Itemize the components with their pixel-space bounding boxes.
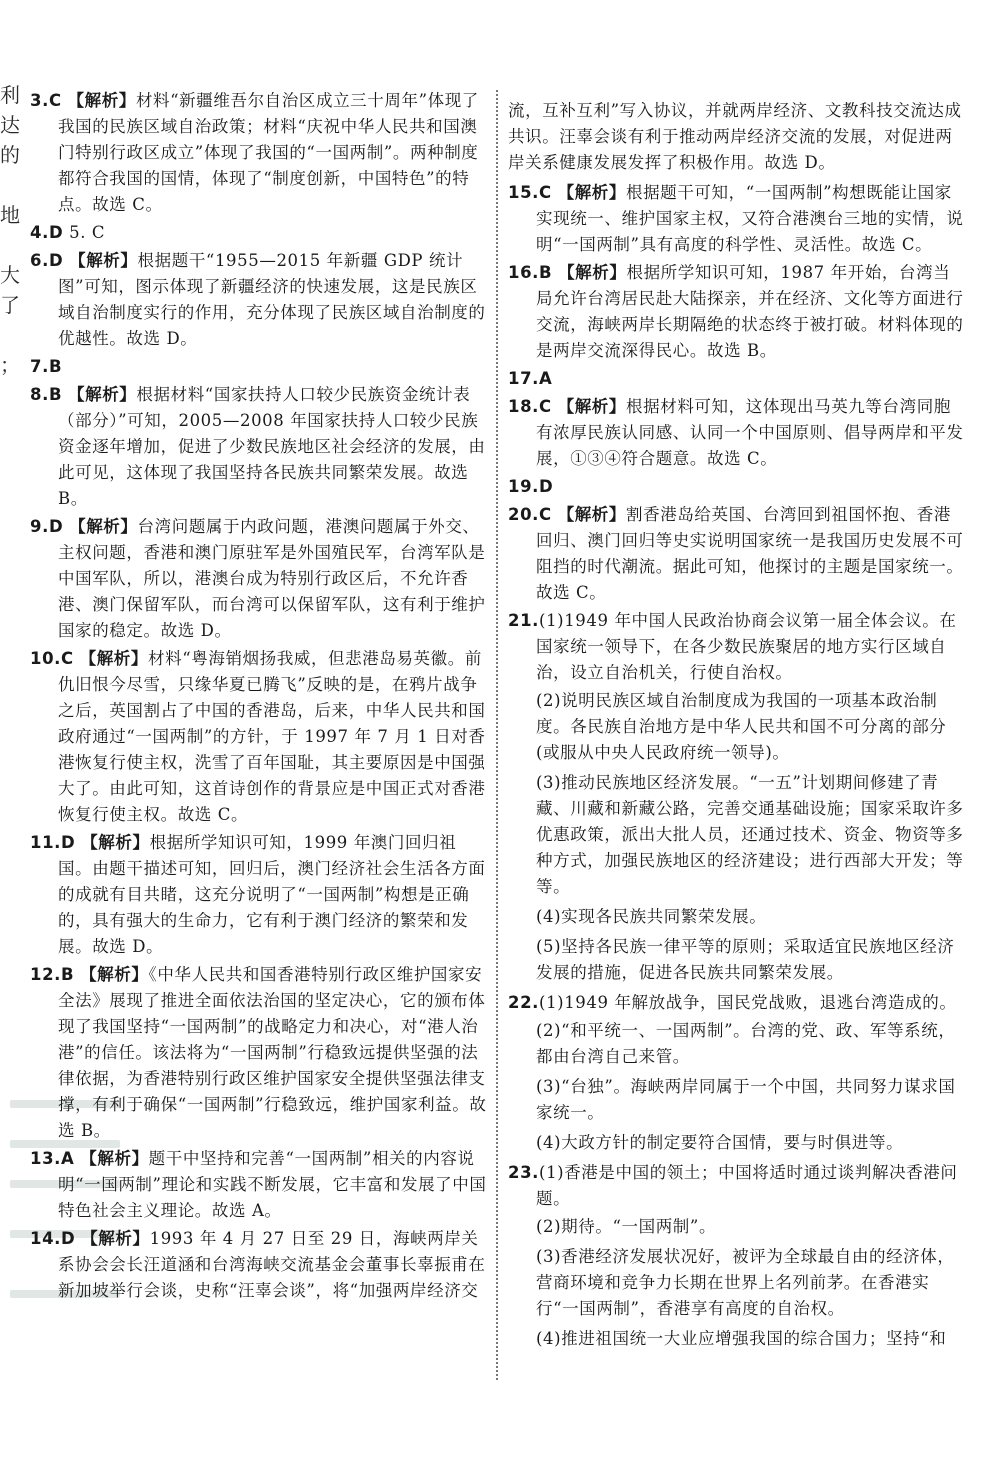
answer-letter: D (539, 477, 554, 496)
question-21 (508, 608, 966, 986)
sub-answer-text: (2)期待。“一国两制”。 (536, 1217, 717, 1236)
analysis-tag: 【解析】 (81, 1229, 150, 1248)
answer-item (30, 88, 488, 218)
question-number: 14. (30, 1229, 62, 1248)
answer-letter: C (539, 505, 552, 524)
q14-continuation: 流，互补互利”写入协议，并就两岸经济、文教科技交流达成共识。汪辜会谈有利于推动两岸经济交流的发展，对促进两岸关系健康发展发挥了积极作用。故选 D。 (508, 101, 962, 172)
answer-letter: B (48, 385, 63, 404)
question-22 (508, 990, 966, 1156)
sub-answer (508, 1244, 966, 1322)
analysis-tag: 【解析】 (557, 505, 627, 524)
answer-letter: B (61, 965, 75, 984)
analysis-tag: 【解析】 (68, 385, 137, 404)
answer-item (508, 394, 966, 472)
answer-letter: C (48, 91, 62, 110)
analysis-tag: 【解析】 (80, 965, 149, 984)
sub-answer (508, 1160, 966, 1212)
answer-letter: A (61, 1149, 75, 1168)
answer-item (30, 248, 488, 352)
sub-answer-text: (4)推进祖国统一大业应增强我国的综合国力；坚持“和 (536, 1329, 947, 1348)
analysis-text: 材料“新疆维吾尔自治区成立三十周年”体现了我国的民族区域自治政策；材料“庆祝中华人民共和国澳门特别行政区成立”体现了我国的“一国两制”。两种制度都符合我国的国情，体现了“制度创新，中国特色”的特点。故选 C。 (58, 91, 479, 214)
analysis-tag: 【解析】 (81, 833, 150, 852)
column-divider (496, 90, 498, 1380)
answer-item (508, 502, 966, 606)
analysis-tag: 【解析】 (69, 251, 138, 270)
analysis-tag: 【解析】 (79, 649, 149, 668)
sub-answer (508, 770, 966, 900)
question-number: 9. (30, 517, 49, 536)
answer-letter: C (539, 397, 552, 416)
analysis-tag: 【解析】 (558, 263, 627, 282)
question-number: 3. (30, 91, 49, 110)
question-number: 17. (508, 369, 540, 388)
answer-item (508, 180, 966, 258)
question-number: 11. (30, 833, 62, 852)
sub-answer-text: (2)说明民族区域自治制度成为我国的一项基本政治制度。各民族自治地方是中华人民共和国不可分离的部分(或服从中央人民政府统一领导)。 (536, 691, 947, 762)
answer-letter: D (61, 1229, 76, 1248)
sub-answer (508, 990, 966, 1016)
answer-letter: D (61, 833, 76, 852)
edge-char: 达 (0, 113, 20, 137)
answer-item (30, 962, 488, 1144)
question-number: 12. (30, 965, 62, 984)
analysis-text: 割香港岛给英国、台湾回到祖国怀抱、香港回归、澳门回归等史实说明国家统一是我国历史发展不可阻挡的时代潮流。据此可知，他探讨的主题是国家统一。故选 C。 (536, 505, 964, 602)
sub-answer (508, 608, 966, 686)
question-number: 19. (508, 477, 540, 496)
sub-answer-text: (5)坚持各民族一律平等的原则；采取适宜民族地区经济发展的措施，促进各民族共同繁荣发展。 (536, 937, 955, 982)
sub-answer-text: (2)“和平统一、一国两制”。台湾的党、政、军等系统，都由台湾自己来管。 (536, 1021, 956, 1066)
answer-letter: D (48, 517, 64, 536)
question-number: 7. (30, 357, 49, 376)
edge-char: ； (0, 353, 20, 377)
answer-item (30, 830, 488, 960)
analysis-text: 根据题干“1955—2015 年新疆 GDP 统计图”可知，图示体现了新疆经济的快速发展，这是民族区域自治制度实行的作用，充分体现了民族区域自治制度的优越性。故选 D。 (58, 251, 486, 348)
sub-answer (508, 904, 966, 930)
analysis-text: 台湾问题属于内政问题，港澳问题属于外交、主权问题，香港和澳门原驻军是外国殖民军，台湾军队是中国军队，所以，港澳台成为特别行政区后，不允许香港、澳门保留军队，而台湾可以保留军队，这有利于维护国家的稳定。故选 D。 (58, 517, 486, 640)
answer-letter: B (539, 263, 553, 282)
analysis-tag: 【解析】 (80, 1149, 149, 1168)
right-column (508, 98, 966, 1356)
sub-answer-text: (3)推动民族地区经济发展。“一五”计划期间修建了青藏、川藏和新藏公路，完善交通基础设施；国家采取许多优惠政策，派出大批人员，还通过技术、资金、物资等多种方式，加强民族地区的经济建设；进行西部大开发；等等。 (536, 773, 964, 896)
answer-item (508, 260, 966, 364)
sub-answer (508, 688, 966, 766)
sub-answer-text: (1)香港是中国的领土；中国将适时通过谈判解决香港问题。 (536, 1163, 958, 1208)
analysis-tag: 【解析】 (557, 397, 627, 416)
answer-item (508, 366, 966, 392)
answer-item (30, 1226, 488, 1304)
sub-answer-text: (3)香港经济发展状况好，被评为全球最自由的经济体，营商环境和竞争力长期在世界上名列前茅。在香港实行“一国两制”，香港享有高度的自治权。 (536, 1247, 955, 1318)
sub-answer-text: (3)“台独”。海峡两岸同属于一个中国，共同努力谋求国家统一。 (536, 1077, 956, 1122)
edge-char: 地 (0, 203, 20, 227)
answer-item (30, 220, 488, 246)
analysis-text: 根据所学知识可知，1987 年开始，台湾当局允许台湾居民赴大陆探亲，并在经济、文化等方面进行交流，海峡两岸长期隔绝的状态终于被打破。材料体现的是两岸交流深得民心。故选 B。 (536, 263, 964, 360)
answer-letter: D (48, 223, 64, 242)
edge-char (0, 230, 14, 260)
sub-answer (508, 1214, 966, 1240)
question-23 (508, 1160, 966, 1352)
edge-char: 大 (0, 263, 20, 287)
analysis-tag: 【解析】 (67, 91, 136, 110)
answer-letter: C (61, 649, 74, 668)
question-number: 18. (508, 397, 540, 416)
analysis-tag: 【解析】 (557, 183, 627, 202)
sub-answer-text: (4)实现各民族共同繁荣发展。 (536, 907, 767, 926)
answer-item (30, 354, 488, 380)
edge-char: 利 (0, 83, 20, 107)
analysis-text: 根据材料“国家扶持人口较少民族资金统计表（部分）”可知，2005—2008 年国家扶持人口较少民族资金逐年增加，促进了少数民族地区社会经济的发展，由此可见，这体现了我国坚持各民族共同繁荣发展。故选 B。 (58, 385, 486, 508)
analysis-text: 题干中坚持和完善“一国两制”相关的内容说明“一国两制”理论和实践不断发展，它丰富和发展了中国特色社会主义理论。故选 A。 (58, 1149, 487, 1220)
edge-char: 的 (0, 143, 20, 167)
question-number: 20. (508, 505, 540, 524)
edge-char (0, 320, 14, 350)
question-number: 15. (508, 183, 540, 202)
question-number: 21. (508, 611, 540, 630)
sub-answer (508, 1326, 966, 1352)
question-number: 10. (30, 649, 62, 668)
answer-item (30, 514, 488, 644)
answer-letter: A (539, 369, 553, 388)
sub-answer (508, 1074, 966, 1126)
edge-char: 了 (0, 293, 20, 317)
answer-letter: D (48, 251, 64, 270)
sub-answer (508, 934, 966, 986)
analysis-text: 根据题干可知，“一国两制”构想既能让国家实现统一、维护国家主权，又符合港澳台三地的实情，说明“一国两制”具有高度的科学性、灵活性。故选 C。 (536, 183, 964, 254)
sub-answer (508, 1130, 966, 1156)
question-number: 8. (30, 385, 49, 404)
answer-letter: B (48, 357, 63, 376)
analysis-text: 根据所学知识可知，1999 年澳门回归祖国。由题干描述可知，回归后，澳门经济社会生活各方面的成就有目共睹，这充分说明了“一国两制”构想是正确的，具有强大的生命力，它有利于澳门经济的繁荣和发展。故选 D。 (58, 833, 486, 956)
question-number: 6. (30, 251, 49, 270)
analysis-text: 《中华人民共和国香港特别行政区维护国家安全法》展现了推进全面依法治国的坚定决心，它的颁布体现了我国坚持“一国两制”的战略定力和决心，对“港人治港”的信任。该法将为“一国两制”行稳致远提供坚强的法律依据，为香港特别行政区维护国家安全提供坚强法律支撑，有利于确保“一国两制”行稳致远，维护国家利益。故选 B。 (58, 965, 487, 1140)
answer-item (508, 474, 966, 500)
question-number: 22. (508, 993, 540, 1012)
left-edge-fragments (0, 80, 20, 380)
question-number: 16. (508, 263, 540, 282)
answer-item (30, 646, 488, 828)
analysis-tag: 【解析】 (69, 517, 138, 536)
analysis-text: 5. C (69, 223, 106, 242)
question-number: 13. (30, 1149, 62, 1168)
sub-answer-text: (1)1949 年中国人民政治协商会议第一届全体会议。在国家统一领导下，在各少数民族聚居的地方实行区域自治，设立自治机关，行使自治权。 (536, 611, 957, 682)
analysis-text: 根据材料可知，这体现出马英九等台湾同胞有浓厚民族认同感、认同一个中国原则、倡导两岸和平发展，①③④符合题意。故选 C。 (536, 397, 964, 468)
question-number: 4. (30, 223, 49, 242)
answer-letter: C (539, 183, 552, 202)
answer-item (30, 382, 488, 512)
sub-answer-text: (4)大政方针的制定要符合国情，要与时俱进等。 (536, 1133, 904, 1152)
question-number: 23. (508, 1163, 540, 1182)
analysis-text: 材料“粤海销烟扬我威，但悲港岛易英徽。前仇旧恨今尽雪，只缘华夏已腾飞”反映的是，在鸦片战争之后，英国割占了中国的香港岛，后来，中华人民共和国政府通过“一国两制”的方针，于 1997 年 7 月 1 日对香港恢复行使主权，洗雪了百年国耻，其主要原因是中国强大了。由此可知，这首诗创作的背景应是中国正式对香港恢复行使主权。故选 C。 (58, 649, 486, 824)
sub-answer (508, 1018, 966, 1070)
analysis-text: 1993 年 4 月 27 日至 29 日，海峡两岸关系协会会长汪道涵和台湾海峡交流基金会董事长辜振甫在新加坡举行会谈，史称“汪辜会谈”，将“加强两岸经济交 (58, 1229, 486, 1300)
answer-item (30, 1146, 488, 1224)
left-column (30, 88, 488, 1306)
sub-answer-text: (1)1949 年解放战争，国民党战败，退逃台湾造成的。 (539, 993, 957, 1012)
edge-char (0, 170, 14, 200)
